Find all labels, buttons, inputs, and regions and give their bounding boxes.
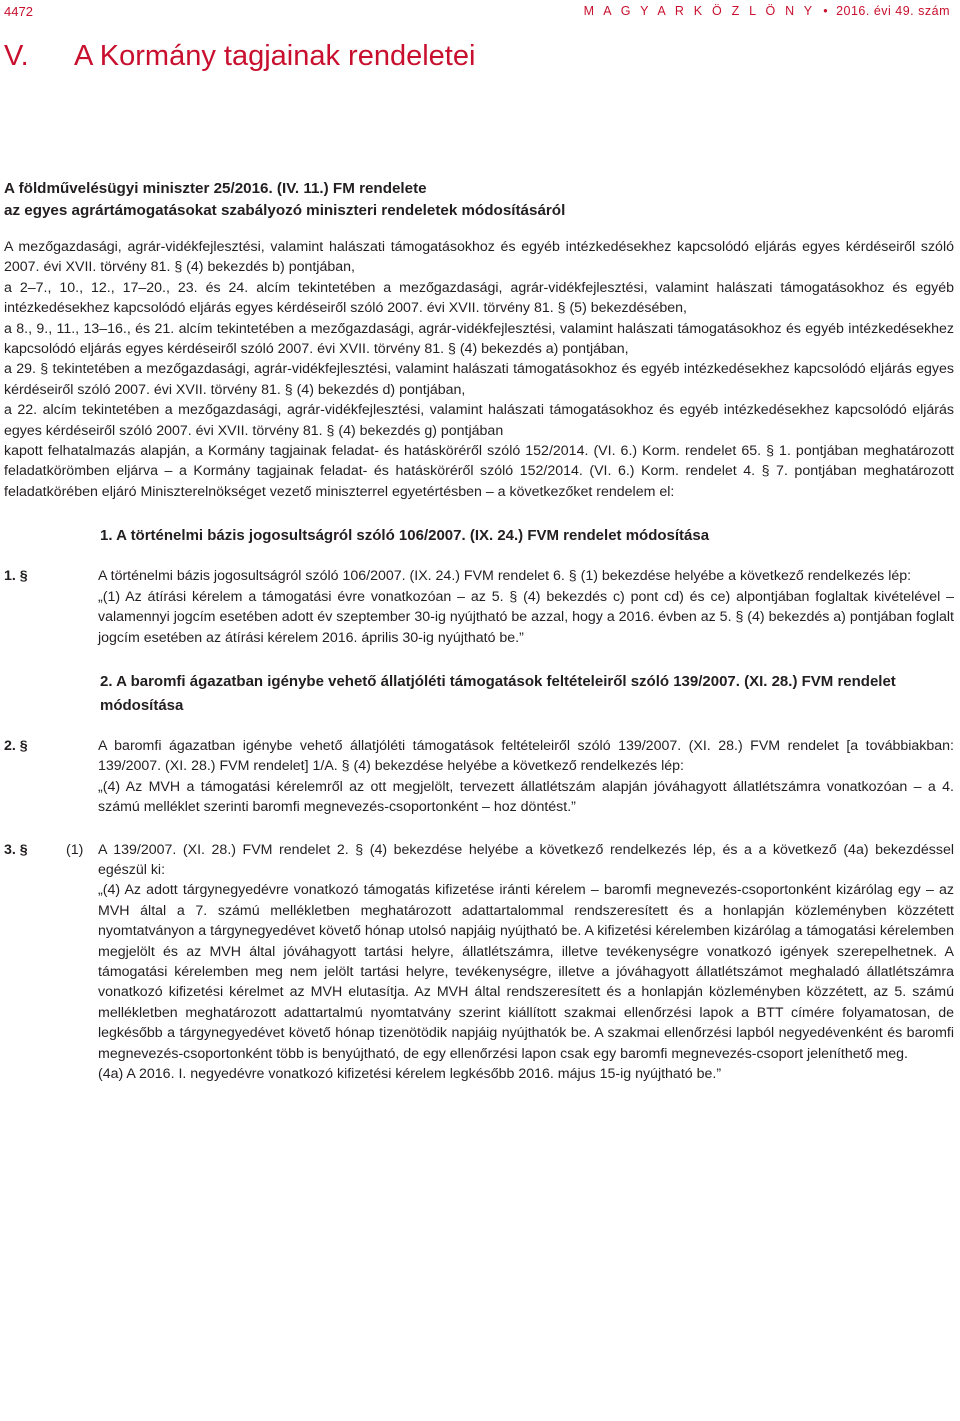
decree-title-line-1: A földművelésügyi miniszter 25/2016. (IV. 11.) FM rendelete xyxy=(4,180,427,197)
chapter-title: A Kormány tagjainak rendeletei xyxy=(74,40,476,72)
chapter-number: V. xyxy=(4,40,29,72)
section-quoted-text: „(4) Az MVH a támogatási kérelemről az ott megjelölt, tervezett állatlétszám alapján jóváhagyott állatlétszámra vonatkozóan – a 4. számú melléklet szerinti baromfi megnevezés-csoportonként – hoz döntést.” xyxy=(98,778,954,816)
section-quoted-text: „(4) Az adott tárgynegyedévre vonatkozó támogatás kifizetése iránti kérelem – baromfi megnevezés-csoportonként kizárólag egy – az MVH által a 7. számú mellékletben meghatározott adattartalommal rendszeresített és a honlapján közleményben közzétett nyomtatványon a tárgynegyedévet követő hónap utolsó napjáig nyújtható be. A kifizetési kérelemben kizárólag a támogatási kérelemben megjelölt és az MVH által jóváhagyott tartási helyre, állatlétszámra, illetve tevékenységre vonatkozó igények szerepelhetnek. A támogatási kérelemben meg nem jelölt tartási helyre, tevékenységre, illetve a jóváhagyott állatlétszámot meghaladó állatlétszámra vonatkozó kifizetési kérelmet az MVH elutasítja. Az MVH által rendszeresített és a honlapján közleményben közzétett, az 5. számú mellékletben meghatározott adattartalmú nyomtatvány szerint kiállított szakmai ellenőrzési lapok a BTT címére folyamatosan, de legkésőbb a tárgynegyedévet követő hónap tizenötödik napjáig nyújthatók be. A szakmai ellenőrzési lapból negyedévenként és baromfi megnevezés-csoportonként több is benyújtható, de egy ellenőrzési lapon csak egy baromfi megnevezés-csoport jeleníthető meg. xyxy=(98,882,954,1062)
document-body xyxy=(4,178,954,1084)
preamble-paragraph: a 8., 9., 11., 13–16., és 21. alcím tekintetében a mezőgazdasági, agrár-vidékfejlesztési, valamint halászati támogatásokhoz és egyéb intézkedésekhez kapcsolódó eljárás egyes kérdéseiről szóló 2007. évi XVII. törvény 81. § (4) bekezdés a) pontjában, xyxy=(4,320,954,358)
page-number: 4472 xyxy=(4,4,33,19)
section-intro: A baromfi ágazatban igénybe vehető állatjóléti támogatások feltételeiről szóló 139/2007. (XI. 28.) FVM rendelet [a továbbiakban: 139/2007. (XI. 28.) FVM rendelet] 1/A. § (4) bekezdése helyébe a következő rendelkezés lép: xyxy=(98,737,954,775)
section-number: 1. § xyxy=(4,568,28,585)
subsection-number: (1) xyxy=(66,841,84,858)
section-quoted-text-4a: (4a) A 2016. I. negyedévre vonatkozó kifizetési kérelem legkésőbb 2016. május 15-ig nyújtható be.” xyxy=(98,1066,722,1082)
section-heading-1: 1. A történelmi bázis jogosultságról szóló 106/2007. (IX. 24.) FVM rendelet módosítása xyxy=(100,527,710,545)
section-number: 2. § xyxy=(4,737,28,754)
section-1 xyxy=(4,566,954,648)
section-intro: A 139/2007. (XI. 28.) FVM rendelet 2. § (4) bekezdése helyébe a következő rendelkezés lép, és a a következő (4a) bekezdéssel egészül ki: xyxy=(98,841,954,878)
section-intro: A történelmi bázis jogosultságról szóló 106/2007. (IX. 24.) FVM rendelet 6. § (1) bekezdése helyébe a következő rendelkezés lép: xyxy=(98,568,912,585)
section-number: 3. § xyxy=(4,841,28,858)
section-2 xyxy=(4,736,954,818)
preamble-paragraph: a 22. alcím tekintetében a mezőgazdasági, agrár-vidékfejlesztési, valamint halászati támogatásokhoz és egyéb intézkedésekhez kapcsolódó eljárás egyes kérdéseiről szóló 2007. évi XVII. törvény 81. § (4) bekezdés g) pontjában xyxy=(4,402,954,439)
section-3 xyxy=(4,840,954,1085)
chapter-heading xyxy=(4,40,950,73)
issue-number: 2016. évi 49. szám xyxy=(836,4,950,18)
page-header xyxy=(4,4,950,24)
preamble-paragraph: a 2–7., 10., 12., 17–20., 23. és 24. alcím tekintetében a mezőgazdasági, agrár-vidékfejlesztési, valamint halászati támogatásokhoz és egyéb intézkedésekhez kapcsolódó eljárás egyes kérdéseiről szóló 2007. évi XVII. törvény 81. § (5) bekezdésében, xyxy=(4,279,954,317)
preamble-paragraph: kapott felhatalmazás alapján, a Kormány tagjainak feladat- és hatásköréről szóló 152/2014. (VI. 6.) Korm. rendelet 65. § 1. pontjában meghatározott feladatkörömben eljárva – a Kormány tagjainak feladat- és hatásköréről szóló 152/2014. (VI. 6.) Korm. rendelet 4. § 7. pontjában meghatározott feladatkörében eljáró Miniszterelnökséget vezető miniszterrel egyetértésben – a következőket rendelem el: xyxy=(4,443,954,500)
journal-name: M A G Y A R K Ö Z L Ö N Y xyxy=(583,4,816,18)
section-quoted-text: „(1) Az átírási kérelem a támogatási évre vonatkozóan – az 5. § (4) bekezdés c) pont cd) és ce) alpontjában foglaltak kivételével – valamennyi jogcím esetében adott év szeptember 30-ig nyújtható be azzal, hogy a 2016. évben az 5. § (4) bekezdés a) pontjában foglalt jogcím esetében az átírási kérelem 2016. április 30-ig nyújtható be.” xyxy=(98,588,954,646)
preamble-paragraph: A mezőgazdasági, agrár-vidékfejlesztési, valamint halászati támogatásokhoz és egyéb intézkedésekhez kapcsolódó eljárás egyes kérdéseiről szóló 2007. évi XVII. törvény 81. § (4) bekezdés b) pontjában, xyxy=(4,239,954,276)
decree-title xyxy=(4,178,954,221)
preamble-paragraph: a 29. § tekintetében a mezőgazdasági, agrár-vidékfejlesztési, valamint halászati támogatásokhoz és egyéb intézkedésekhez kapcsolódó eljárás egyes kérdéseiről szóló 2007. évi XVII. törvény 81. § (4) bekezdés d) pontjában, xyxy=(4,361,954,398)
running-head: M A G Y A R K Ö Z L Ö N Y • 2016. évi 49. szám xyxy=(583,4,950,18)
decree-title-line-2: az egyes agrártámogatásokat szabályozó miniszteri rendeletek módosításáról xyxy=(4,201,566,219)
section-heading-2: 2. A baromfi ágazatban igénybe vehető állatjóléti támogatások feltételeiről szóló 139/2007. (XI. 28.) FVM rendelet módosítása xyxy=(100,672,896,714)
